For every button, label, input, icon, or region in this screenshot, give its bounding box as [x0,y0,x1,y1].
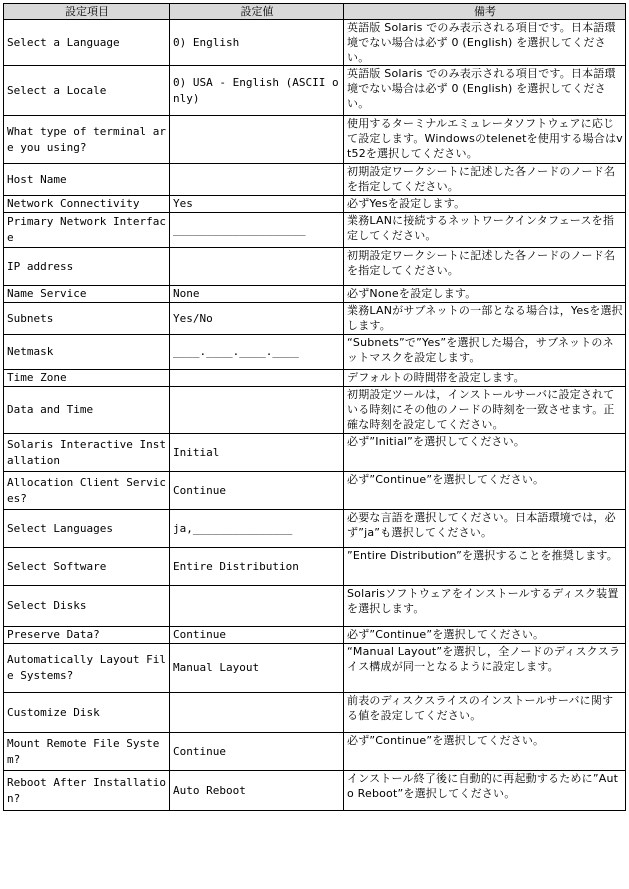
setting-item-cell: Network Connectivity [4,196,170,213]
setting-value-cell [170,248,344,286]
setting-value-cell: 0) English [170,20,344,66]
table-row [4,66,626,116]
setting-item-cell: Select a Language [4,20,170,66]
setting-value-cell: ____________________ [170,213,344,248]
note-cell: 業務LANに接続するネットワークインタフェースを指定してください。 [344,213,626,248]
table-row [4,693,626,733]
header-item: 設定項目 [4,4,170,20]
setting-item-cell: Preserve Data? [4,627,170,644]
table-row [4,248,626,286]
setting-value-cell: 0) USA - English (ASCII only) [170,66,344,116]
table-row [4,434,626,472]
note-cell: 必ず”Continue”を選択してください。 [344,472,626,510]
note-cell: 必ずYesを設定します。 [344,196,626,213]
note-cell: “Subnets”で”Yes”を選択した場合，サブネットのネットマスクを設定します。 [344,335,626,370]
settings-table [3,3,626,811]
setting-item-cell: Allocation Client Services? [4,472,170,510]
setting-value-cell: Yes [170,196,344,213]
note-cell: インストール終了後に自動的に再起動するために”Auto Reboot”を選択してください。 [344,771,626,811]
table-row [4,644,626,693]
setting-item-cell: Data and Time [4,387,170,434]
setting-value-cell [170,693,344,733]
setting-value-cell: Initial [170,434,344,472]
table-row [4,303,626,335]
setting-item-cell: Name Service [4,286,170,303]
setting-value-cell: ____.____.____.____ [170,335,344,370]
setting-value-cell: Continue [170,733,344,771]
setting-value-cell [170,370,344,387]
note-cell: 英語版 Solaris でのみ表示される項目です。日本語環境でない場合は必ず 0 (English) を選択してください。 [344,20,626,66]
setting-value-cell: Yes/No [170,303,344,335]
setting-item-cell: Automatically Layout File Systems? [4,644,170,693]
setting-item-cell: Reboot After Installation? [4,771,170,811]
note-cell: 必ず”Initial”を選択してください。 [344,434,626,472]
table-row [4,196,626,213]
setting-item-cell: Select Disks [4,586,170,627]
table-row [4,20,626,66]
setting-item-cell: Solaris Interactive Installation [4,434,170,472]
note-cell: 使用するターミナルエミュレータソフトウェアに応じて設定します。Windowsのtelenetを使用する場合はvt52を選択してください。 [344,116,626,164]
table-row [4,286,626,303]
note-cell: 必ず”Continue”を選択してください。 [344,627,626,644]
note-cell: ”Entire Distribution”を選択することを推奨します。 [344,548,626,586]
table-body [4,20,626,811]
table-row [4,510,626,548]
table-row [4,335,626,370]
note-cell: 初期設定ワークシートに記述した各ノードのノード名を指定してください。 [344,248,626,286]
note-cell: 業務LANがサブネットの一部となる場合は，Yesを選択します。 [344,303,626,335]
note-cell: 初期設定ツールは，インストールサーバに設定されている時刻にその他のノードの時刻を一致させます。正確な時刻を設定してください。 [344,387,626,434]
note-cell: デフォルトの時間帯を設定します。 [344,370,626,387]
setting-item-cell: Time Zone [4,370,170,387]
setting-item-cell: Select Languages [4,510,170,548]
table-row [4,586,626,627]
setting-item-cell: Host Name [4,164,170,196]
setting-item-cell: Customize Disk [4,693,170,733]
table-row [4,387,626,434]
setting-item-cell: What type of terminal are you using? [4,116,170,164]
note-cell: 必ずNoneを設定します。 [344,286,626,303]
note-cell: 英語版 Solaris でのみ表示される項目です。日本語環境でない場合は必ず 0 (English) を選択してください。 [344,66,626,116]
setting-item-cell: Primary Network Interface [4,213,170,248]
setting-item-cell: IP address [4,248,170,286]
setting-value-cell [170,116,344,164]
setting-value-cell: Entire Distribution [170,548,344,586]
table-row [4,472,626,510]
header-note: 備考 [344,4,626,20]
note-cell: 必要な言語を選択してください。日本語環境では，必ず”ja”も選択してください。 [344,510,626,548]
table-row [4,733,626,771]
setting-value-cell [170,164,344,196]
header-value: 設定値 [170,4,344,20]
note-cell: 必ず”Continue”を選択してください。 [344,733,626,771]
note-cell: 前表のディスクスライスのインストールサーバに関する値を設定してください。 [344,693,626,733]
setting-value-cell: None [170,286,344,303]
setting-value-cell [170,387,344,434]
table-row [4,164,626,196]
setting-value-cell: Manual Layout [170,644,344,693]
table-row [4,771,626,811]
table-row [4,116,626,164]
setting-item-cell: Select Software [4,548,170,586]
setting-item-cell: Netmask [4,335,170,370]
table-row [4,370,626,387]
table-row [4,548,626,586]
note-cell: “Manual Layout”を選択し，全ノードのディスクスライス構成が同一となるように設定します。 [344,644,626,693]
setting-item-cell: Mount Remote File System? [4,733,170,771]
table-row [4,213,626,248]
setting-item-cell: Select a Locale [4,66,170,116]
header-row [4,4,626,20]
setting-value-cell: Continue [170,627,344,644]
note-cell: Solarisソフトウェアをインストールするディスク装置を選択します。 [344,586,626,627]
setting-value-cell [170,586,344,627]
settings-table-container [3,3,626,811]
setting-item-cell: Subnets [4,303,170,335]
setting-value-cell: Continue [170,472,344,510]
setting-value-cell: ja,_______________ [170,510,344,548]
setting-value-cell: Auto Reboot [170,771,344,811]
table-row [4,627,626,644]
note-cell: 初期設定ワークシートに記述した各ノードのノード名を指定してください。 [344,164,626,196]
